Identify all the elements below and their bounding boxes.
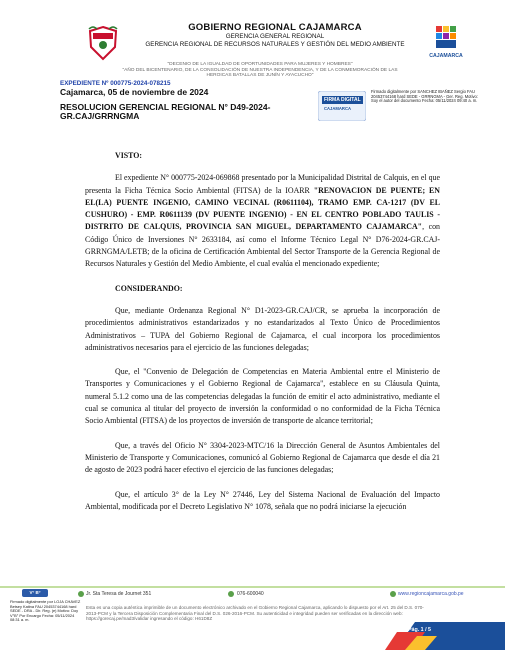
footer-website-link[interactable]: www.regioncajamarca.gob.pe [398,591,464,597]
visto-paragraph: El expediente N° 000775-2024-069868 presentado por la Municipalidad Distrital de Calquis, en el que presenta la Ficha Técnica Socio Ambiental (FITSA) de la IOARR "RENOVACION DE PUENTE; EN EL(LA) PUENTE INGENIO, CAMINO VECINAL (R0611104), TRAMO EMP. CA-1217 (DV EL CUSHURO) - EMP. R0611139 (DV PUENTE INGENIO) - EN EL CENTRO POBLADO TAULIS - DISTRITO DE CALQUIS, PROVINCIA SAN MIGUEL, DEPARTAMENTO CAJAMARCA", con Código Único de Inversiones N° 2633184, así como el Informe Técnico Legal N° D76-2024-GR.CAJ-GRRNGMA/LETB; de la oficina de Certificación Ambiental del Sector Transporte de la Gerencia Regional de Recursos Naturales y Gestión del Medio Ambiente, el cual evalúa el mencionado expediente; [85,173,440,269]
peru-coat-of-arms-icon [87,25,119,61]
considerando-paragraph-2: Que, el "Convenio de Delegación de Competencias en Materia Ambiental entre el Ministerio de Transportes y Comunicaciones y el Gobierno Regional de Cajamarca", establece en su Cláusula Quinta, numeral 5.1.2 como una de las competencias delegadas la función de emitir el acto administrativo, mediante el cual se comunica al titular del proyecto de inversión la conformidad o no conformidad de la Ficha Técnica Socio Ambiental (FITSA) de los proyectos de inversión de transporte de alcance territorial; [85,367,440,426]
official-slogans [120,62,400,79]
considerando-heading: CONSIDERANDO: [115,283,183,293]
footer-signature-text: Firmado digitalmente por LOJA CHAVEZ Betsey Katina FAU 20453744168 hard SEDE - DRA - Dir. Reg. (e) Motivo: Doy V°B° Por Encargo Fecha: 05/11/2024 08:31 a. m. [10,599,81,623]
document-date: Cajamarca, 05 de noviembre de 2024 [60,87,209,97]
slogan-year: "AÑO DEL BICENTENARIO, DE LA CONSOLIDACIÓN DE NUESTRA INDEPENDENCIA, Y DE LA CONMEMORACIÓN DE LAS HEROICAS BATALLAS DE JUNÍN Y AYACUCHO" [122,67,398,79]
header-block [140,22,410,48]
resolution-title: RESOLUCION GERENCIAL REGIONAL N° D49-2024-GR.CAJ/GRRNGMA [60,102,271,121]
digital-signature-logo [318,91,366,121]
institution-subtitle-1: GERENCIA GENERAL REGIONAL [225,33,325,40]
footer-phone: 076-600040 [237,591,264,597]
visto-heading: VISTO: [115,151,143,160]
footer-divider [0,586,505,588]
footer-decoration [385,622,505,650]
web-icon [390,591,396,597]
slogan-decade: "DECENIO DE LA IGUALDAD DE OPORTUNIDADES PARA MUJERES Y HOMBRES" [167,62,353,67]
considerando-paragraph-1: Que, mediante Ordenanza Regional N° D1-2023-GR.CAJ/CR, se aprueba la incorporación de procedimientos administrativos estandarizados y no estandarizados al Texto Único de Procedimientos Administrativos – TUPA del Gobierno Regional de Cajamarca, el cual incorpora los procedimientos administrativos necesarios para el ejercicio de las funciones delegadas; [85,305,440,352]
document-body [85,150,440,525]
logo-label: CAJAMARCA [429,53,463,59]
signature-logo-sub: CAJAMARCA [324,106,351,111]
considerando-paragraph-4: Que, el artículo 3° de la Ley N° 27446, Ley del Sistema Nacional de Evaluación del Impacto Ambiental, modificada por el Decreto Legislativo N° 1078, señala que no podrá iniciarse la ejecución [85,489,440,511]
expediente-number: EXPEDIENTE Nº 000775-2024-078215 [60,80,171,87]
footer-authenticity-note: Esta es una copia auténtica imprimible de un documento electrónico archivado en el Gobierno Regional Cajamarca, aplicando lo dispuesto por el Art. 25 del D.S. 070-2013-PCM y la Tercera Disposición Complementaria Final del D.S. 026-2016-PCM. Su autenticidad e integridad pueden ser verificadas en la dirección web: https://gorecaj.pe/mad3/validar ingresando el código: H61D8Z [86,605,424,622]
phone-icon [228,591,234,597]
considerando-paragraph-3: Que, a través del Oficio N° 3304-2023-MTC/16 la Dirección General de Asuntos Ambientales del Ministerio de Transporte y Comunicaciones, comunicó al Gobierno Regional de Cajamarca que desde el día 21 de agosto de 2023 podrá hacer efectivo el ejercicio de las funciones delegadas; [85,440,440,475]
cajamarca-logo [420,22,472,64]
vobo-badge: V° B° [22,589,48,597]
cajamarca-emblem-icon [420,22,472,54]
digital-signature-text: Firmado digitalmente por SANCHEZ IBAÑEZ Sergio FAU 20453744168 hard SEDE - GRRNGMA - Ger. Reg. Motivo: Soy el autor del documento Fecha: 05/11/2024 09:40 a. m. [371,89,478,104]
location-icon [78,591,84,597]
institution-title: GOBIERNO REGIONAL CAJAMARCA [188,22,362,33]
signature-logo-label: FIRMA DIGITAL [324,97,361,103]
footer-address: Jr. Sta Teresa de Journet 351 [86,591,152,597]
page-number: Pág. 1 / 5 [408,627,431,633]
institution-subtitle-2: GERENCIA REGIONAL DE RECURSOS NATURALES Y GESTIÓN DEL MEDIO AMBIENTE [145,40,405,48]
